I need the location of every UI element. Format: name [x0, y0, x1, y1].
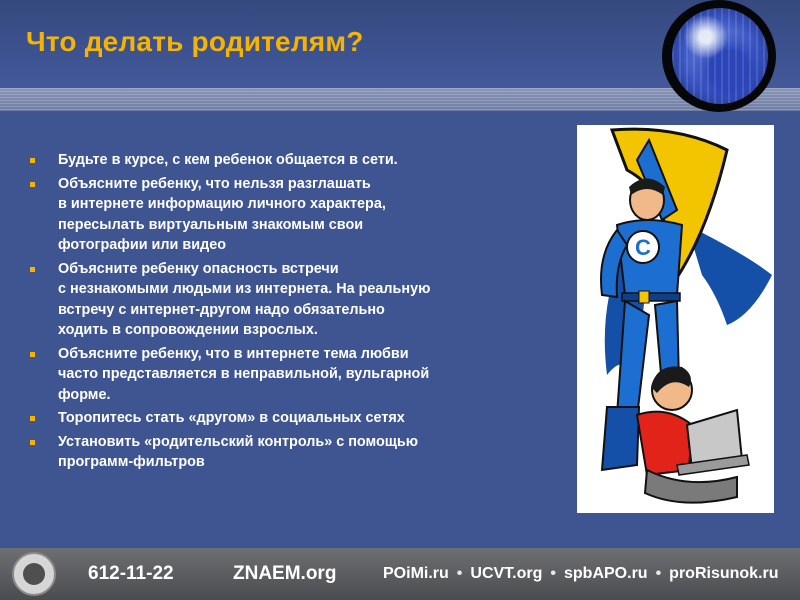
bullet-item: [30, 408, 550, 429]
footer-link-poimi[interactable]: POiMi.ru: [383, 565, 449, 582]
bullet-item: [30, 150, 550, 171]
footer-separator: •: [655, 565, 662, 582]
superhero-illustration: [577, 125, 774, 513]
bullet-marker: [30, 158, 35, 163]
chest-letter: C: [635, 235, 651, 260]
bullet-item: [30, 344, 550, 406]
boy-legs: [645, 470, 737, 503]
bullet-text: Будьте в курсе, с кем ребенок общается в сети.: [58, 152, 398, 168]
bullet-item: [30, 432, 550, 473]
footer-site-link[interactable]: ZNAEM.org: [233, 563, 337, 584]
bullet-marker: [30, 440, 35, 445]
hero-belt: [622, 293, 680, 301]
superhero-drawing: [577, 125, 774, 513]
bullet-marker: [30, 416, 35, 421]
belt-buckle: [639, 291, 649, 303]
logo-emblem: [23, 563, 45, 585]
bullet-text: Установить «родительский контроль» с помощью программ-фильтров: [58, 433, 419, 470]
footer-links: [383, 565, 779, 583]
bullet-marker: [30, 267, 35, 272]
academy-logo-icon: [12, 552, 56, 596]
hero-boot: [602, 407, 639, 470]
bullet-text: Объясните ребенку, что нельзя разглашать в интернете информацию личного характера, пересылать виртуальным знакомым свои фотографии или видео: [58, 175, 386, 253]
bullet-list: [30, 150, 550, 476]
bullet-marker: [30, 182, 35, 187]
bullet-item: [30, 174, 550, 256]
footer-link-prorisunok[interactable]: proRisunok.ru: [669, 565, 779, 582]
bullet-text: Объясните ребенку опасность встречи с незнакомыми людьми из интернета. На реальную встречу с интернет-другом надо обязательно ходить в сопровождении взрослых.: [58, 260, 431, 338]
footer-link-ucvt[interactable]: UCVT.org: [470, 565, 543, 582]
footer-separator: •: [550, 565, 556, 582]
bullet-text: Объясните ребенку, что в интернете тема любви часто представляется в неправильной, вульгарной форме.: [58, 345, 430, 403]
bullet-item: [30, 259, 550, 341]
footer-phone: 612-11-22: [88, 563, 174, 584]
footer-link-spbapo[interactable]: spbAPO.ru: [564, 565, 648, 582]
footer-bar: [0, 548, 800, 600]
globe-icon: [672, 8, 768, 104]
cape-right: [687, 225, 772, 325]
bullet-text: Торопитесь стать «другом» в социальных сетях: [58, 410, 405, 426]
slide-title: Что делать родителям?: [26, 26, 364, 57]
bullet-marker: [30, 352, 35, 357]
footer-separator: •: [456, 565, 463, 582]
